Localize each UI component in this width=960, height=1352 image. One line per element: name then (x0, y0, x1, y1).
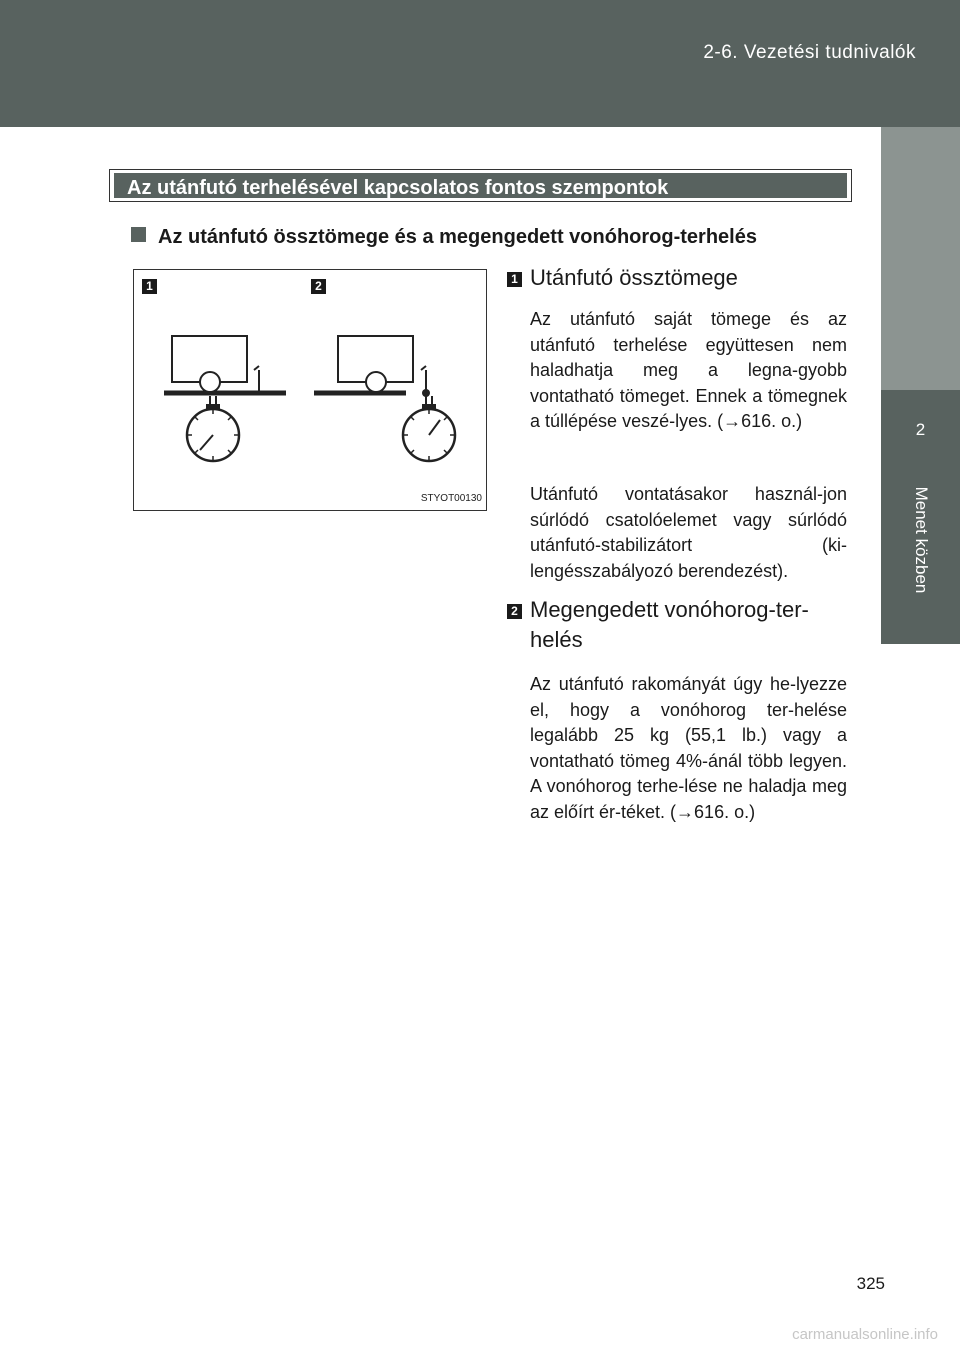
page-number: 325 (856, 1274, 885, 1293)
square-bullet-icon (131, 227, 146, 242)
item-badge-2: 2 (507, 604, 522, 619)
item-2-title-line-1: Megengedett vonóhorog-ter- (530, 597, 809, 622)
chapter-section-title: 2-6. Vezetési tudnivalók (703, 42, 916, 63)
item-2-title-line-2: helés (530, 627, 583, 652)
chapter-label: Menet közben (912, 486, 931, 594)
tongue-weight-scene (314, 336, 455, 461)
item-1-heading (507, 262, 738, 294)
watermark: carmanualsonline.info (792, 1326, 938, 1343)
item-2-heading (507, 594, 809, 626)
item-2-paragraph-1: Az utánfutó rakományát úgy he-lyezze el, hogy a vonóhorog ter-helése legalább 25 kg (55,1 lb.) vagy a vontatható tömeg 4%-ánál több legyen. A vonóhorog terhe-lése ne haladja meg az előírt ér-téket. (→616. o.) (530, 674, 847, 822)
header-band (0, 0, 960, 127)
section-title: Az utánfutó terhelésével kapcsolatos fontos szempontok (127, 177, 669, 199)
section-title-box (109, 169, 852, 202)
chapter-side-tab (881, 390, 960, 644)
figure-code: STYOT00130 (420, 493, 482, 504)
figure-badge-1: 1 (142, 279, 157, 294)
chapter-number: 2 (915, 420, 926, 439)
item-1-paragraph-1: Az utánfutó saját tömege és az utánfutó terhelése együttesen nem haladhatja meg a legna-gyobb vontatható tömeget. Ennek a tömegnek a túllépése veszé-lyes. (→616. o.) (530, 309, 847, 431)
item-1-title: Utánfutó össztömege (530, 265, 738, 290)
trailer-weight-figure (133, 269, 487, 511)
trailer-scale-illustration (134, 270, 486, 510)
section-title-bar (114, 173, 847, 198)
item-1-paragraph-2: Utánfutó vontatásakor használ-jon súrlódó csatolóelemet vagy súrlódó utánfutó-stabilizátort (ki-lengésszabályozó berendezést). (530, 484, 847, 581)
figure-badge-2: 2 (311, 279, 326, 294)
subheading (131, 226, 757, 249)
side-tab-spacer (881, 127, 960, 390)
item-badge-1: 1 (507, 272, 522, 287)
trailer-gross-weight-scene (164, 336, 286, 461)
subheading-text: Az utánfutó össztömege és a megengedett vonóhorog-terhelés (158, 226, 757, 248)
